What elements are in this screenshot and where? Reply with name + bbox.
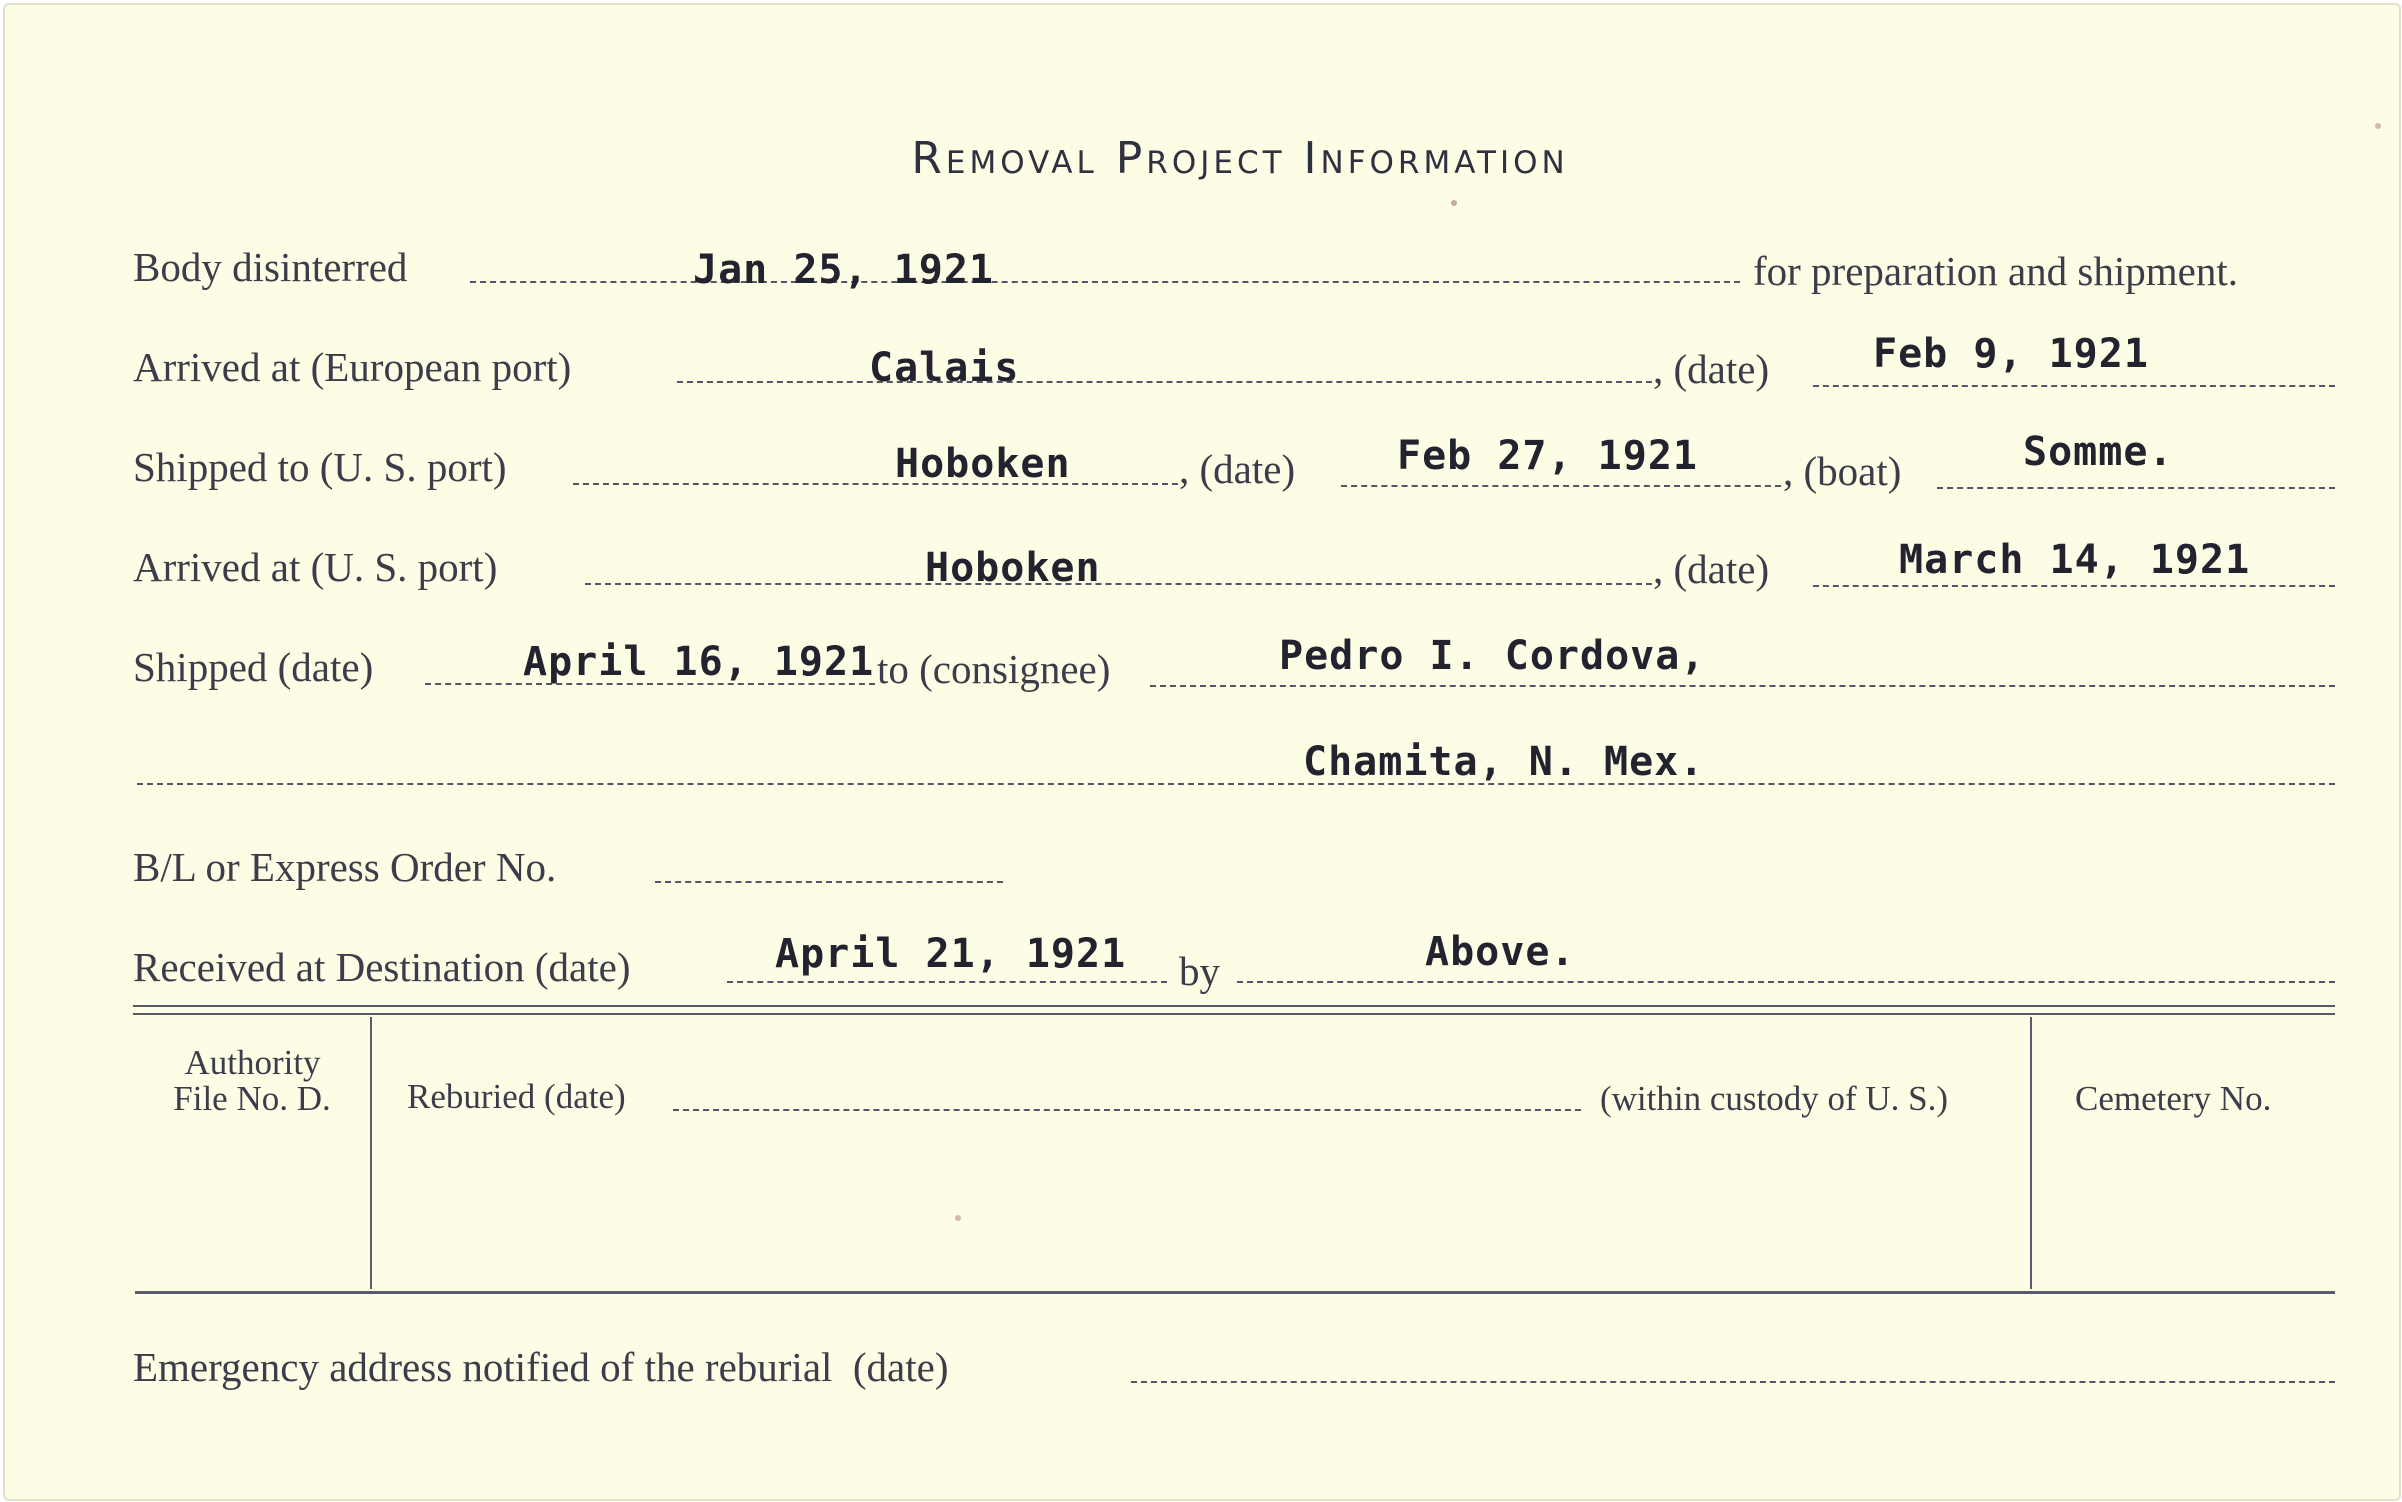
body-disinterred-label: Body disinterred: [133, 244, 408, 290]
consignee-label: to (consignee): [877, 646, 1111, 692]
paper-speck: [2375, 123, 2381, 129]
reburied-label: Reburied (date): [407, 1077, 626, 1116]
bl-order-line: [655, 881, 1003, 883]
shipped-us-boat-line: [1937, 487, 2335, 489]
consignee-line-2: [137, 783, 2335, 785]
arrived-european-port-line: [677, 381, 1652, 383]
paper-speck: [955, 1215, 961, 1221]
cemetery-label: Cemetery No.: [2075, 1079, 2272, 1118]
arrived-us-label: Arrived at (U. S. port): [133, 544, 498, 590]
bl-order-label: B/L or Express Order No.: [133, 844, 557, 890]
paper-speck: [1451, 200, 1457, 206]
body-disinterred-suffix: for preparation and shipment.: [1753, 248, 2239, 294]
emergency-label: Emergency address notified of the reburial (date): [133, 1344, 949, 1390]
shipped-us-boat: Somme.: [2023, 429, 2174, 475]
arrived-european-date-label: , (date): [1653, 346, 1770, 392]
shipped-us-date-label: , (date): [1179, 446, 1296, 492]
section-rule-top-2: [133, 1013, 2335, 1015]
section-rule-top: [133, 1005, 2335, 1007]
received-date-line: [727, 981, 1167, 983]
consignee-line: [1150, 685, 2335, 687]
shipped-us-label: Shipped to (U. S. port): [133, 444, 507, 490]
shipped-us-port: Hoboken: [895, 441, 1071, 487]
authority-divider: [370, 1017, 372, 1289]
shipped-date-value: April 16, 1921: [523, 639, 875, 685]
reburied-suffix: (within custody of U. S.): [1600, 1079, 1949, 1118]
section-rule-bottom: [135, 1291, 2335, 1294]
shipped-us-port-line: [573, 483, 1178, 485]
arrived-us-date: March 14, 1921: [1899, 537, 2251, 583]
received-date: April 21, 1921: [775, 931, 1127, 977]
consignee-name: Pedro I. Cordova,: [1279, 633, 1706, 679]
received-by-line: [1237, 981, 2335, 983]
arrived-european-date-line: [1813, 385, 2335, 387]
form-title: Removal Project Information: [911, 133, 1569, 184]
emergency-line: [1131, 1381, 2335, 1383]
authority-label-line2: File No. D.: [173, 1079, 331, 1118]
received-by-value: Above.: [1425, 929, 1576, 975]
shipped-us-date: Feb 27, 1921: [1397, 433, 1698, 479]
arrived-us-date-label: , (date): [1653, 546, 1770, 592]
reburied-line: [673, 1109, 1581, 1111]
arrived-us-date-line: [1813, 585, 2335, 587]
shipped-us-date-line: [1341, 485, 1781, 487]
body-disinterred-value: Jan 25, 1921: [693, 247, 994, 293]
shipped-us-boat-label: , (boat): [1783, 448, 1902, 494]
authority-label-line1: Authority: [184, 1043, 321, 1082]
arrived-us-port-line: [585, 583, 1652, 585]
arrived-us-port: Hoboken: [925, 545, 1101, 591]
consignee-address: Chamita, N. Mex.: [1303, 739, 1705, 785]
arrived-european-label: Arrived at (European port): [133, 344, 572, 390]
cemetery-divider: [2030, 1017, 2032, 1289]
body-disinterred-line: [470, 281, 1740, 283]
received-by-label: by: [1179, 948, 1220, 994]
arrived-european-date: Feb 9, 1921: [1873, 331, 2149, 377]
removal-project-card: [3, 3, 2401, 1501]
shipped-date-label: Shipped (date): [133, 644, 374, 690]
received-label: Received at Destination (date): [133, 944, 631, 990]
arrived-european-port: Calais: [869, 345, 1020, 391]
